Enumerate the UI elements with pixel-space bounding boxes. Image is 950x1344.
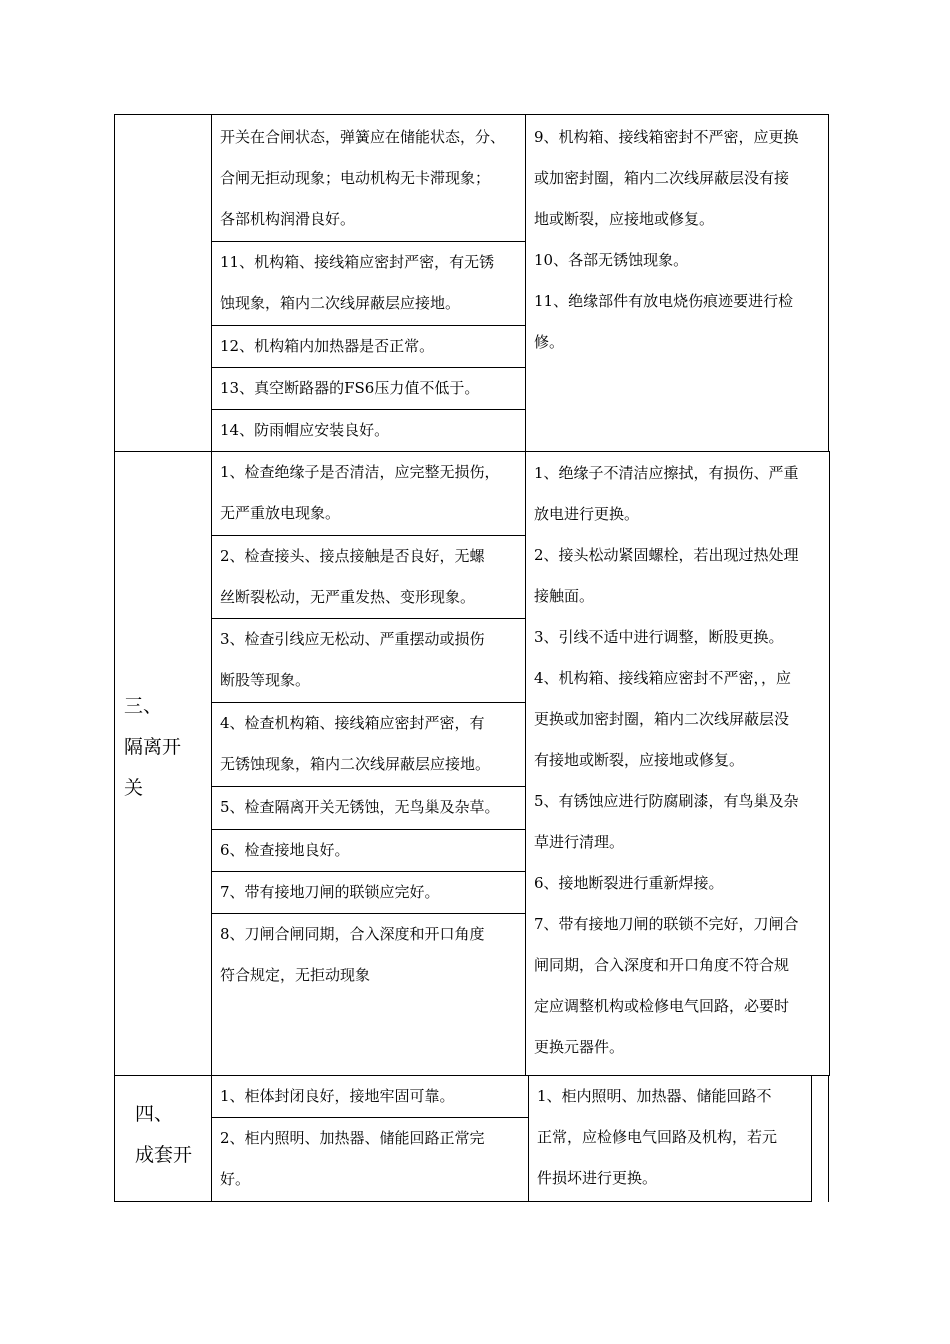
text-line: 正常，应检修电气回路及机构，若元	[537, 1128, 778, 1146]
text-line: 丝断裂松动，无严重发热、变形现象。	[220, 588, 476, 606]
text-line: 6、接地断裂进行重新焊接。	[534, 874, 724, 892]
text-line: 无锈蚀现象，箱内二次线屏蔽层应接地。	[220, 755, 491, 773]
text-line: 开关在合闸状态，弹簧应在储能状态，分、	[220, 128, 506, 146]
text-line: 草进行清理。	[534, 833, 625, 851]
section2-item-cell	[211, 367, 526, 410]
text-line: 件损坏进行更换。	[537, 1169, 658, 1187]
text-line: 12、机构箱内加热器是否正常。	[220, 337, 435, 355]
section3-item-cell	[211, 829, 526, 872]
text-line: 更换或加密封圈，箱内二次线屏蔽层没	[534, 710, 790, 728]
text-line: 11、绝缘部件有放电烧伤痕迹要进行检	[534, 292, 794, 310]
text-line: 1、检查绝缘子是否清洁，应完整无损伤，	[220, 463, 500, 481]
text-line: 13、真空断路器的FS6压力值不低于。	[220, 379, 480, 397]
text-line: 成套开	[135, 1144, 193, 1166]
section4-item-cell	[211, 1117, 529, 1202]
section2-item-cell	[211, 409, 526, 452]
text-line: 更换元器件。	[534, 1038, 625, 1056]
text-line: 修。	[534, 333, 565, 351]
section4-item-cell	[211, 1075, 529, 1118]
text-line: 放电进行更换。	[534, 505, 640, 523]
section3-title-cell	[114, 451, 212, 1076]
section4-title-cell	[114, 1075, 212, 1202]
text-line: 3、引线不适中进行调整，断股更换。	[534, 628, 784, 646]
text-line: 10、各部无锈蚀现象。	[534, 251, 689, 269]
text-line: 2、接头松动紧固螺栓，若出现过热处理	[534, 546, 799, 564]
section4-remedy-cell	[528, 1075, 812, 1202]
text-line: 5、有锈蚀应进行防腐刷漆，有鸟巢及杂	[534, 792, 799, 810]
text-line: 5、检查隔离开关无锈蚀，无鸟巢及杂草。	[220, 798, 500, 816]
text-line: 6、检查接地良好。	[220, 841, 350, 859]
section3-item-cell	[211, 913, 526, 1076]
text-line: 闸同期，合入深度和开口角度不符合规	[534, 956, 790, 974]
text-line: 蚀现象，箱内二次线屏蔽层应接地。	[220, 294, 461, 312]
text-line: 14、防雨帽应安装良好。	[220, 421, 390, 439]
table-border-line	[828, 1075, 829, 1202]
section3-item-cell	[211, 535, 526, 619]
text-line: 7、带有接地刀闸的联锁不完好，刀闸合	[534, 915, 799, 933]
text-line: 接触面。	[534, 587, 595, 605]
text-line: 4、检查机构箱、接线箱应密封严密，有	[220, 714, 485, 732]
text-line: 各部机构润滑良好。	[220, 210, 356, 228]
section3-item-cell	[211, 702, 526, 787]
text-line: 定应调整机构或检修电气回路，必要时	[534, 997, 790, 1015]
section3-item-cell	[211, 451, 526, 536]
section-title	[135, 1094, 192, 1176]
section2-item-cell	[211, 114, 526, 242]
section2-item-cell	[211, 325, 526, 368]
section3-item-cell	[211, 786, 526, 830]
text-line: 1、绝缘子不清洁应擦拭，有损伤、严重	[534, 464, 799, 482]
text-line: 3、检查引线应无松动、严重摆动或损伤	[220, 630, 485, 648]
text-line: 四、	[135, 1103, 174, 1125]
section3-remedy-cell	[525, 451, 830, 1076]
section3-item-cell	[211, 618, 526, 703]
section2-item-cell	[211, 241, 526, 326]
section2-remedy-cell	[525, 114, 829, 452]
text-line: 符合规定，无拒动现象	[220, 966, 371, 984]
text-line: 8、刀闸合闸同期，合入深度和开口角度	[220, 925, 485, 943]
text-line: 无严重放电现象。	[220, 504, 341, 522]
text-line: 有接地或断裂，应接地或修复。	[534, 751, 745, 769]
text-line: 11、机构箱、接线箱应密封严密，有无锈	[220, 253, 495, 271]
text-line: 7、带有接地刀闸的联锁应完好。	[220, 883, 440, 901]
text-line: 2、柜内照明、加热器、储能回路正常完	[220, 1129, 485, 1147]
text-line: 隔离开	[124, 736, 182, 758]
text-line: 合闸无拒动现象；电动机构无卡滞现象；	[220, 169, 491, 187]
text-line: 1、柜体封闭良好，接地牢固可靠。	[220, 1087, 455, 1105]
text-line: 好。	[220, 1170, 251, 1188]
text-line: 三、	[124, 695, 163, 717]
text-line: 断股等现象。	[220, 671, 311, 689]
text-line: 9、机构箱、接线箱密封不严密，应更换	[534, 128, 799, 146]
text-line: 2、检查接头、接点接触是否良好，无螺	[220, 547, 485, 565]
text-line: 1、柜内照明、加热器、储能回路不	[537, 1087, 772, 1105]
section-title	[124, 686, 181, 809]
text-line: 地或断裂，应接地或修复。	[534, 210, 715, 228]
text-line: 4、机构箱、接线箱应密封不严密，，应	[534, 669, 792, 687]
section3-item-cell	[211, 871, 526, 914]
text-line: 或加密封圈，箱内二次线屏蔽层没有接	[534, 169, 790, 187]
section2-title-cell	[114, 114, 212, 452]
text-line: 关	[124, 777, 144, 799]
